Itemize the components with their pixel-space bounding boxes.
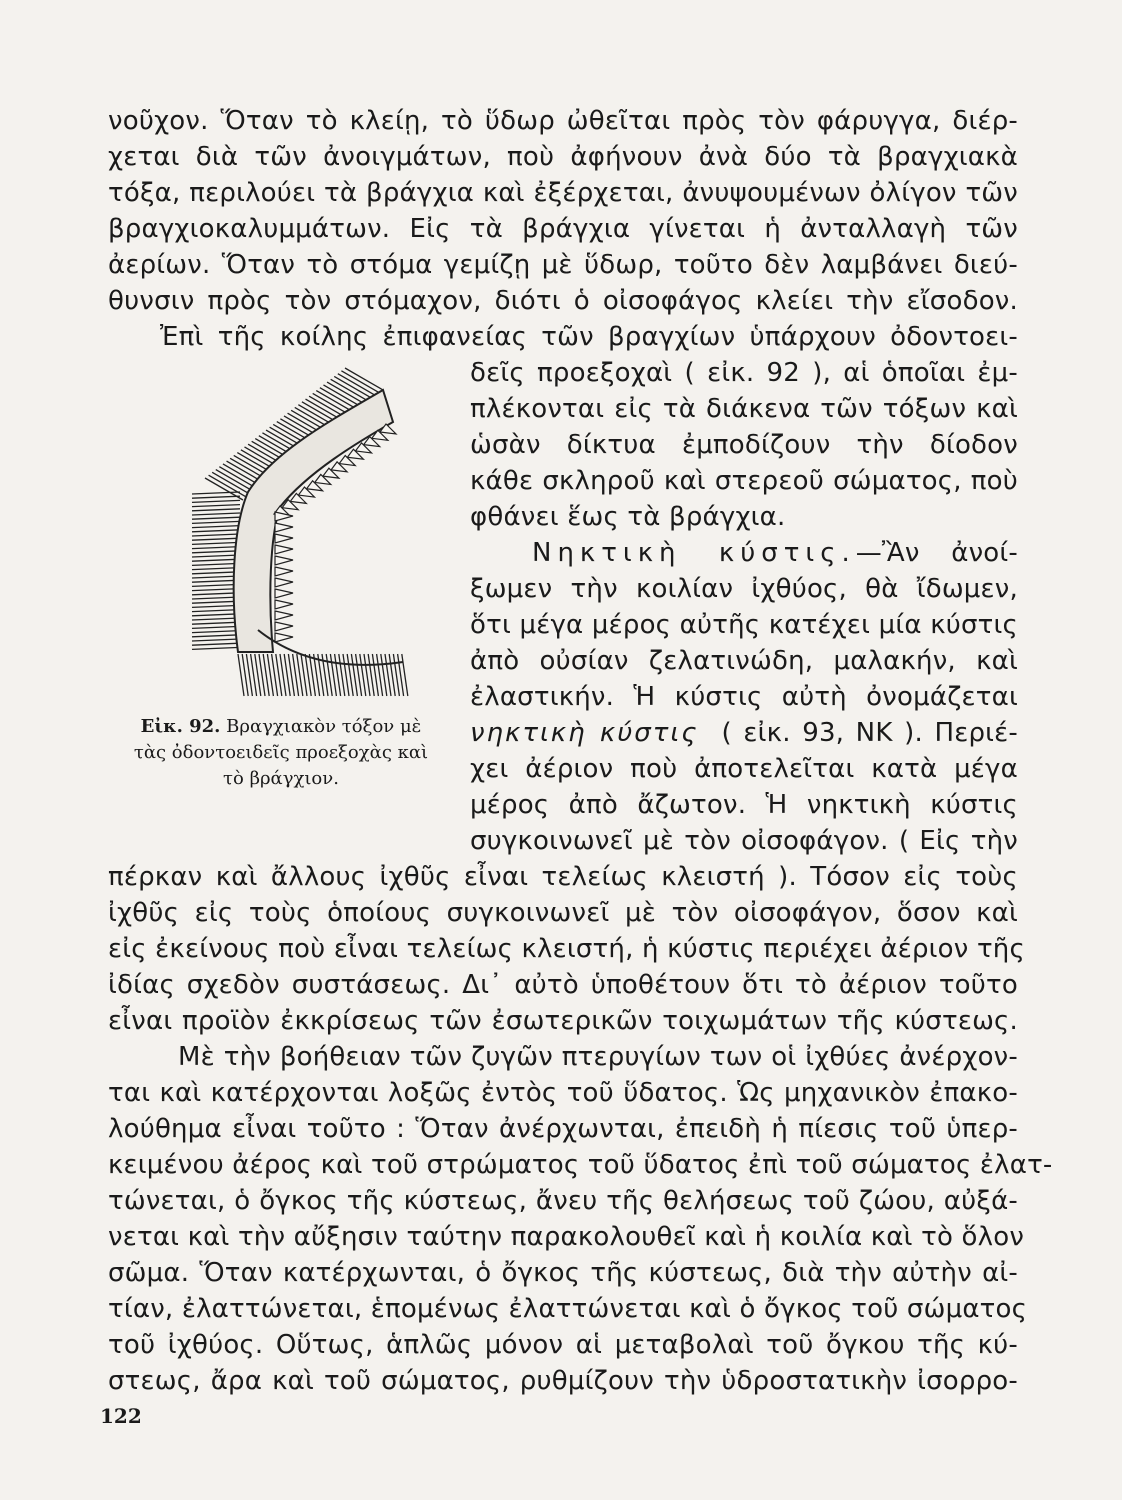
figure-caption [100,714,462,792]
paragraph-4-first-line: Μὲ τὴν βοήθειαν τῶν ζυγῶν πτερυγίων των οἱ ἰχθύες ἀνέρχον- [178,1042,1018,1072]
caption-text: Βραγχιακὸν τόξον μὲ [226,716,422,737]
text-line: μέρος ἀπὸ ἄζωτον. Ἡ νηκτικὴ κύστις [470,790,1018,820]
page-number: 122 [100,1404,142,1428]
text-line: θυνσιν πρὸς τὸν στόμαχον, διότι ὁ οἰσοφάγος κλείει τὴν εἴσοδον. [108,286,1018,316]
text-line: τοῦ ἰχθύος. Οὕτως, ἁπλῶς μόνον αἱ μεταβολαὶ τοῦ ὄγκου τῆς κύ- [108,1330,1018,1360]
term-italic: νηκτικὴ κύστις [470,718,699,748]
text-line: συγκοινωνεῖ μὲ τὸν οἰσοφάγον. ( Εἰς τὴν [470,826,1018,856]
text-line: χει ἀέριον ποὺ ἀποτελεῖται κατὰ μέγα [470,754,1018,784]
caption-line-2: τὰς ὀδοντοειδεῖς προεξοχὰς καὶ [133,742,429,763]
text-line: ὡσὰν δίκτυα ἐμποδίζουν τὴν δίοδον [470,430,1018,460]
text-line: πέρκαν καὶ ἄλλους ἰχθῦς εἶναι τελείως κλειστή ). Τόσον εἰς τοὺς [108,862,1018,892]
caption-line-1 [100,714,462,740]
text-line: κειμένου ἀέρος καὶ τοῦ στρώματος τοῦ ὕδατος ἐπὶ τοῦ σώματος ἐλατ- [108,1150,1053,1180]
text-line: τίαν, ἐλαττώνεται, ἑπομένως ἐλαττώνεται καὶ ὁ ὄγκος τοῦ σώματος [108,1294,1028,1324]
text-line: στεως, ἄρα καὶ τοῦ σώματος, ρυθμίζουν τὴν ὑδροστατικὴν ἰσορρο- [108,1366,1018,1396]
text-line: πλέκονται εἰς τὰ διάκενα τῶν τόξων καὶ [470,394,1018,424]
text-line: τώνεται, ὁ ὄγκος τῆς κύστεως, ἄνευ τῆς θελήσεως τοῦ ζώου, αὐξά- [108,1186,1018,1216]
text-line: εἰς ἐκείνους ποὺ εἶναι τελείως κλειστή, ἡ κύστις περιέχει ἀέριον τῆς [108,934,1025,964]
figure-label: Εἰκ. 92. [140,716,221,737]
section-heading-rest: —Ἂν ἀνοί- [855,538,1018,568]
text-line: σῶμα. Ὅταν κατέρχωνται, ὁ ὄγκος τῆς κύστεως, διὰ τὴν αὐτὴν αἰ- [108,1258,1018,1288]
text-line: κάθε σκληροῦ καὶ στερεοῦ σώματος, ποὺ [470,466,1018,496]
text-line: ἀπὸ οὐσίαν ζελατινώδη, μαλακήν, καὶ [470,646,1018,676]
text-line: δεῖς προεξοχαὶ ( εἰκ. 92 ), αἱ ὁποῖαι ἐμ- [470,358,1018,388]
text-line: νοῦχον. Ὅταν τὸ κλείῃ, τὸ ὕδωρ ὠθεῖται πρὸς τὸν φάρυγγα, διέρ- [108,106,1018,136]
text-line: ξωμεν τὴν κοιλίαν ἰχθύος, θὰ ἴδωμεν, [470,574,1018,604]
text-line: ἐλαστικήν. Ἡ κύστις αὐτὴ ὀνομάζεται [470,682,1018,712]
text-line: εἶναι προϊὸν ἐκκρίσεως τῶν ἐσωτερικῶν τοιχωμάτων τῆς κύστεως. [108,1006,1018,1036]
text-line: φθάνει ἕως τὰ βράγχια. [470,502,786,532]
paragraph-2-first-line: Ἐπὶ τῆς κοίλης ἐπιφανείας τῶν βραγχίων ὑπάρχουν ὀδοντοει- [160,322,1018,352]
text-line [470,716,1018,750]
text-line: βραγχιοκαλυμμάτων. Εἰς τὰ βράγχια γίνεται ἡ ἀνταλλαγὴ τῶν [108,214,1018,244]
text-line: ἀερίων. Ὅταν τὸ στόμα γεμίζῃ μὲ ὕδωρ, τοῦτο δὲν λαμβάνει διεύ- [108,250,1018,280]
text-line: ἰχθῦς εἰς τοὺς ὁποίους συγκοινωνεῖ μὲ τὸν οἰσοφάγον, ὅσον καὶ [108,898,1018,928]
section-heading-line [532,536,1018,570]
text-line: ἰδίας σχεδὸν συστάσεως. Δι᾽ αὐτὸ ὑποθέτουν ὅτι τὸ ἀέριον τοῦτο [108,970,1018,1000]
term-line-rest: ( εἰκ. 93, ΝΚ ). Περιέ- [721,718,1018,748]
text-line: χεται διὰ τῶν ἀνοιγμάτων, ποὺ ἀφήνουν ἀνὰ δύο τὰ βραγχιακὰ [108,142,1018,172]
text-line: τόξα, περιλούει τὰ βράγχια καὶ ἐξέρχεται, ἀνυψουμένων ὀλίγον τῶν [108,178,1018,208]
section-heading: Νηκτικὴ κύστις. [532,538,856,568]
caption-line-3: τὸ βράγχιον. [223,768,339,789]
gill-arch-illustration [178,362,414,702]
text-line: ὅτι μέγα μέρος αὐτῆς κατέχει μία κύστις [470,610,1018,640]
text-line: λούθημα εἶναι τοῦτο : Ὅταν ἀνέρχωνται, ἐπειδὴ ἡ πίεσις τοῦ ὑπερ- [108,1114,1018,1144]
text-line: νεται καὶ τὴν αὔξησιν ταύτην παρακολουθεῖ καὶ ἡ κοιλία καὶ τὸ ὅλον [108,1222,1025,1252]
text-line: ται καὶ κατέρχονται λοξῶς ἐντὸς τοῦ ὕδατος. Ὡς μηχανικὸν ἐπακο- [108,1078,1018,1108]
